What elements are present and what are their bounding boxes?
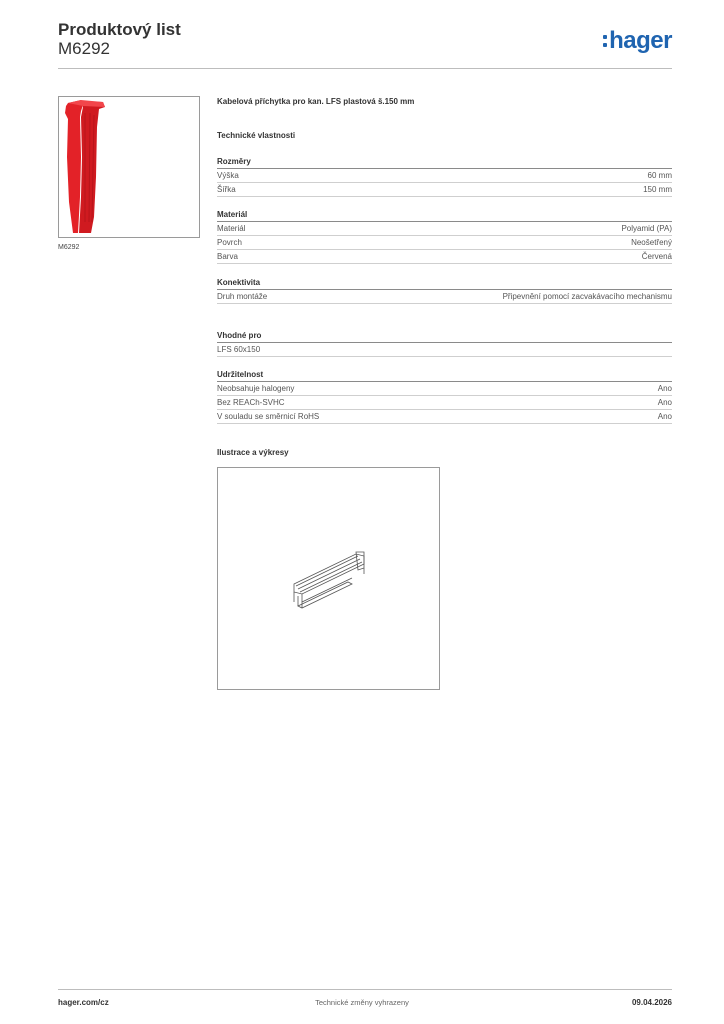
- logo-text: hager: [609, 27, 672, 54]
- row-value: Polyamid (PA): [621, 224, 672, 233]
- section-title: Rozměry: [217, 156, 672, 169]
- section-suitable-for: [217, 330, 672, 357]
- row-label: Výška: [217, 171, 239, 180]
- product-image-frame: [58, 96, 200, 238]
- table-row: [217, 343, 672, 357]
- logo-colon-icon: [603, 35, 607, 47]
- section-title: Konektivita: [217, 277, 672, 290]
- thumbnail-caption: M6292: [58, 244, 80, 251]
- table-row: [217, 169, 672, 183]
- row-value: Červená: [641, 252, 672, 261]
- row-label: Neobsahuje halogeny: [217, 384, 295, 393]
- row-value: Ano: [657, 398, 672, 407]
- row-label: Bez REACh-SVHC: [217, 398, 285, 407]
- row-value: Ano: [657, 412, 672, 421]
- footer-date: 09.04.2026: [631, 998, 672, 1007]
- table-row: [217, 290, 672, 304]
- section-sustainability: [217, 369, 672, 424]
- row-label: V souladu se směrnicí RoHS: [217, 412, 320, 421]
- red-cable-clip-image: [59, 97, 199, 237]
- row-label: Povrch: [217, 238, 242, 247]
- header-divider: [58, 68, 672, 69]
- section-title: Vhodné pro: [217, 330, 672, 343]
- tech-properties-title: Technické vlastnosti: [217, 131, 296, 140]
- row-value: Neošetřený: [631, 238, 672, 247]
- row-label: Šířka: [217, 185, 236, 194]
- page-title: Produktový list: [58, 20, 181, 39]
- row-value: 60 mm: [647, 171, 672, 180]
- table-row: [217, 396, 672, 410]
- section-material: [217, 209, 672, 264]
- drawing-frame: [217, 467, 440, 690]
- row-label: Materiál: [217, 224, 246, 233]
- table-row: [217, 382, 672, 396]
- product-code: M6292: [58, 39, 110, 58]
- row-value: Ano: [657, 384, 672, 393]
- table-row: [217, 236, 672, 250]
- product-name: Kabelová příchytka pro kan. LFS plastová š.150 mm: [217, 97, 415, 106]
- footer-divider: [58, 989, 672, 990]
- section-title: Udržitelnost: [217, 369, 672, 382]
- row-value: Připevnění pomocí zacvakávacího mechanismu: [502, 292, 672, 301]
- drawings-title: Ilustrace a výkresy: [217, 448, 289, 457]
- footer-note: Technické změny vyhrazeny: [315, 998, 409, 1007]
- section-title: Materiál: [217, 209, 672, 222]
- hager-logo: [603, 27, 672, 54]
- row-label: Druh montáže: [217, 292, 268, 301]
- row-value: 150 mm: [643, 185, 672, 194]
- row-label: Barva: [217, 252, 238, 261]
- section-dimensions: [217, 156, 672, 197]
- footer-website: hager.com/cz: [58, 998, 109, 1007]
- row-label: LFS 60x150: [217, 345, 261, 354]
- table-row: [217, 222, 672, 236]
- table-row: [217, 410, 672, 424]
- table-row: [217, 183, 672, 197]
- section-connectivity: [217, 277, 672, 304]
- clip-line-drawing: [218, 468, 439, 689]
- table-row: [217, 250, 672, 264]
